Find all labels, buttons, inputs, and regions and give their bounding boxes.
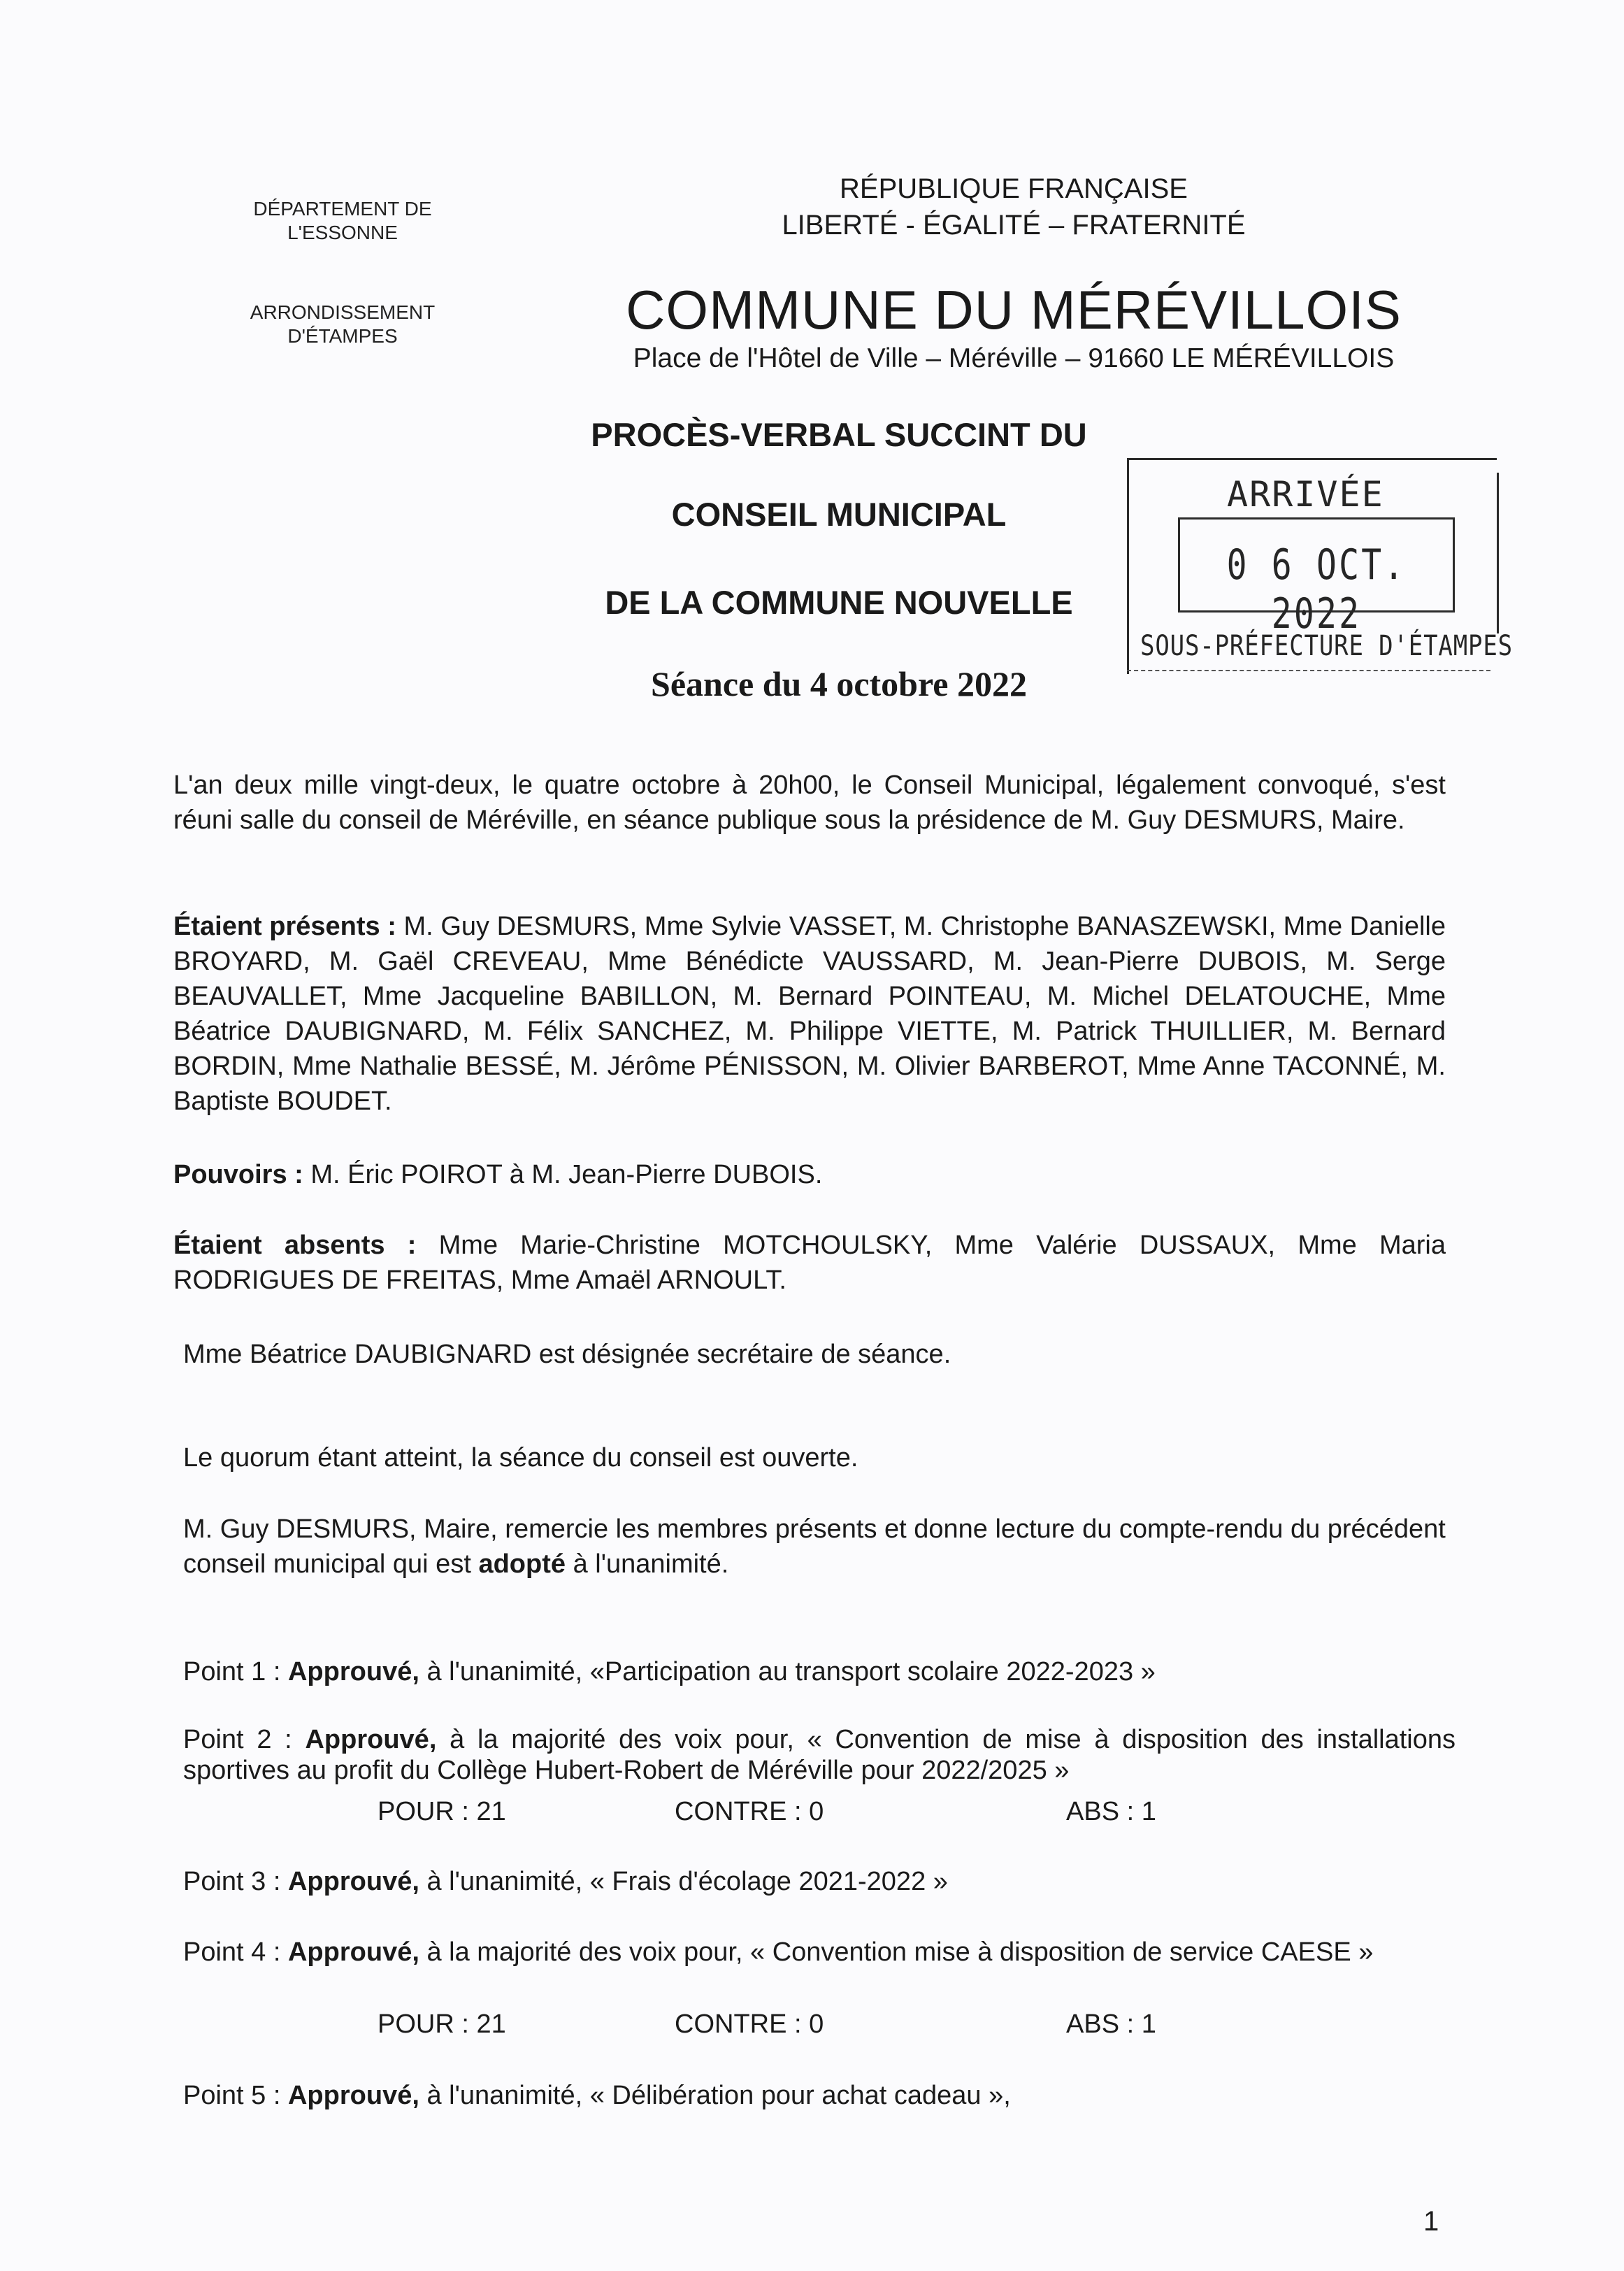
point-1 bbox=[183, 1654, 1456, 1689]
vote-abs: ABS : 1 bbox=[1066, 1797, 1156, 1826]
point-text: à l'unanimité, « Délibération pour achat cadeau », bbox=[426, 2081, 1011, 2110]
vote-abs: ABS : 1 bbox=[1066, 2009, 1156, 2039]
title-line-3: DE LA COMMUNE NOUVELLE bbox=[605, 584, 1073, 621]
republique-label: RÉPUBLIQUE FRANÇAISE bbox=[840, 173, 1188, 204]
presents-label: Étaient présents : bbox=[173, 912, 396, 941]
vote-pour: POUR : 21 bbox=[378, 2009, 506, 2039]
point-status: Approuvé, bbox=[287, 2081, 419, 2110]
point-text: à l'unanimité, « Frais d'écolage 2021-2022 » bbox=[426, 1867, 948, 1896]
point-status: Approuvé, bbox=[287, 1937, 419, 1967]
pouvoirs-label: Pouvoirs : bbox=[173, 1160, 303, 1189]
pouvoirs-text: M. Éric POIROT à M. Jean-Pierre DUBOIS. bbox=[310, 1160, 823, 1189]
absents-paragraph bbox=[173, 1228, 1446, 1298]
compte-rendu-text-b: à l'unanimité. bbox=[573, 1549, 729, 1579]
point-label: Point 5 : bbox=[183, 2081, 281, 2110]
presents-paragraph bbox=[173, 909, 1446, 1119]
point-5 bbox=[183, 2078, 1456, 2113]
vote-contre: CONTRE : 0 bbox=[675, 1797, 824, 1826]
departement-label: DÉPARTEMENT DE L'ESSONNE bbox=[253, 198, 432, 243]
point-label: Point 2 : bbox=[183, 1725, 292, 1754]
arrondissement-label: ARRONDISSEMENT D'ÉTAMPES bbox=[250, 301, 436, 347]
devise-label: LIBERTÉ - ÉGALITÉ – FRATERNITÉ bbox=[782, 210, 1246, 241]
presents-list: M. Guy DESMURS, Mme Sylvie VASSET, M. Christophe BANASZEWSKI, Mme Danielle BROYARD, M. Gaël CREVEAU, Mme Bénédicte VAUSSARD, M. Jean-Pierre DUBOIS, M. Serge BEAUVALLET, Mme Jacqueline BABILLON, M. Bernard POINTEAU, M. Michel DELATOUCHE, Mme Béatrice DAUBIGNARD, M. Félix SANCHEZ, M. Philippe VIETTE, M. Patrick THUILLIER, M. Bernard BORDIN, Mme Nathalie BESSÉ, M. Jérôme PÉNISSON, M. Olivier BARBEROT, Mme Anne TACONNÉ, M. Baptiste BOUDET. bbox=[173, 912, 1446, 1116]
vote-contre: CONTRE : 0 bbox=[675, 2009, 824, 2039]
point-label: Point 4 : bbox=[183, 1937, 281, 1967]
intro-paragraph: L'an deux mille vingt-deux, le quatre octobre à 20h00, le Conseil Municipal, légalement convoqué, s'est réuni salle du conseil de Méréville, en séance publique sous la présidence de M. Guy DESMURS, Maire. bbox=[173, 771, 1446, 835]
republique-heading bbox=[699, 171, 1328, 243]
absents-label: Étaient absents : bbox=[173, 1231, 417, 1260]
title-line-2: CONSEIL MUNICIPAL bbox=[671, 496, 1007, 533]
point-label: Point 3 : bbox=[183, 1867, 281, 1896]
point-2 bbox=[183, 1724, 1456, 1786]
seance-date: Séance du 4 octobre 2022 bbox=[651, 664, 1027, 703]
stamp-date-box bbox=[1178, 517, 1455, 638]
point-3 bbox=[183, 1864, 1456, 1899]
point-status: Approuvé, bbox=[305, 1725, 437, 1754]
secretaire-paragraph: Mme Béatrice DAUBIGNARD est désignée secrétaire de séance. bbox=[183, 1340, 951, 1369]
stamp-office: SOUS-PRÉFECTURE D'ÉTAMPES bbox=[1140, 630, 1514, 662]
commune-name: COMMUNE DU MÉRÉVILLOIS bbox=[626, 279, 1402, 341]
compte-rendu-text-a: M. Guy DESMURS, Maire, remercie les membres présents et donne lecture du compte-rendu du précédent conseil municipal qui est bbox=[183, 1514, 1446, 1579]
stamp-date: 0 6 OCT. 2022 bbox=[1226, 540, 1407, 638]
point-text: à la majorité des voix pour, « Convention de mise à disposition des installations sportives au profit du Collège Hubert-Robert de Méréville pour 2022/2025 » bbox=[183, 1725, 1456, 1785]
absents-list: Mme Marie-Christine MOTCHOULSKY, Mme Valérie DUSSAUX, Mme Maria RODRIGUES DE FREITAS, Mme Amaël ARNOULT. bbox=[173, 1231, 1446, 1295]
page-number: 1 bbox=[1423, 2206, 1439, 2237]
arrival-stamp bbox=[1127, 458, 1514, 674]
stamp-title: ARRIVÉE bbox=[1227, 474, 1384, 515]
stamp-border-bottom bbox=[1127, 670, 1490, 671]
compte-rendu-paragraph bbox=[183, 1512, 1456, 1582]
commune-address: Place de l'Hôtel de Ville – Méréville – 91660 LE MÉRÉVILLOIS bbox=[633, 343, 1395, 373]
point-text: à la majorité des voix pour, « Convention mise à disposition de service CAESE » bbox=[426, 1937, 1374, 1967]
point-status: Approuvé, bbox=[287, 1867, 419, 1896]
pouvoirs-paragraph bbox=[173, 1157, 1446, 1192]
vote-pour: POUR : 21 bbox=[378, 1797, 506, 1826]
point-status: Approuvé, bbox=[287, 1657, 419, 1686]
compte-rendu-adopte: adopté bbox=[478, 1549, 566, 1579]
point-4 bbox=[183, 1937, 1456, 1968]
point-label: Point 1 : bbox=[183, 1657, 281, 1686]
stamp-border-right bbox=[1497, 473, 1499, 633]
quorum-paragraph: Le quorum étant atteint, la séance du conseil est ouverte. bbox=[183, 1443, 858, 1473]
title-line-1: PROCÈS-VERBAL SUCCINT DU bbox=[591, 416, 1087, 453]
point-text: à l'unanimité, «Participation au transport scolaire 2022-2023 » bbox=[426, 1657, 1156, 1686]
